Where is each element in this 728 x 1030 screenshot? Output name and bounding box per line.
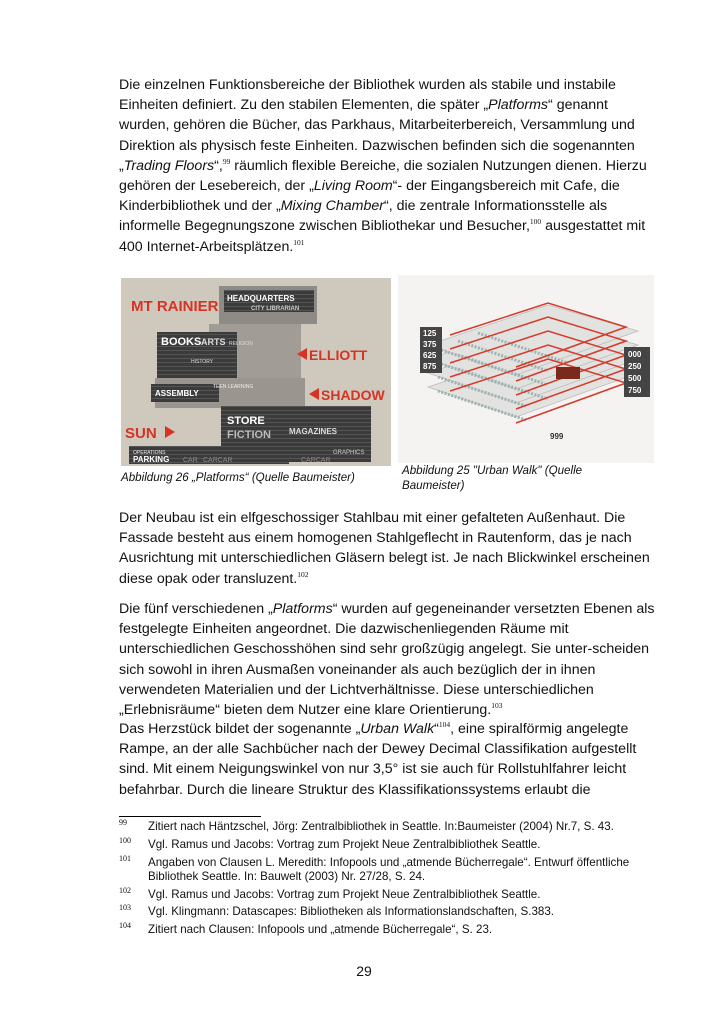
footnote-text: Angaben von Clausen L. Meredith: Infopools und „atmende Bücherregale“. Entwurf öffentliche Bibliothek Seattle. In: Bauwelt (2003) Nr. 27/28, S. 24. bbox=[148, 855, 630, 883]
text-run: “, die zentrale Informationsstelle als informelle Begegnungszone zwischen Bibliothekar und Besucher, bbox=[119, 198, 608, 235]
footnote-ref-103[interactable]: 103 bbox=[491, 701, 503, 711]
facade-text bbox=[119, 508, 659, 589]
level-label-875: 875 bbox=[423, 362, 437, 371]
label-graphics: GRAPHICS bbox=[333, 450, 365, 456]
footnote-number: 101 bbox=[119, 853, 131, 863]
footnote-number: 100 bbox=[119, 835, 131, 845]
footnote-text: Vgl. Klingmann: Datascapes: Bibliotheken als Informationslandschaften, S.383. bbox=[148, 905, 555, 919]
text-run: Der Neubau ist ein elfgeschossiger Stahlbau mit einer gefalteten Außenhaut. Die Fassade besteht aus einem homogenen Stahlgeflecht in Rautenform, das je nach Ausrichtung mit unterschiedlichen Gläsern belegt ist. Je nach Blickwinkel erscheinen diese opak oder transluzent. bbox=[119, 510, 650, 587]
label-history: HISTORY bbox=[191, 359, 214, 365]
term-platforms: Platforms bbox=[272, 601, 333, 617]
label-parking: PARKING bbox=[133, 455, 170, 464]
footnote-102 bbox=[119, 885, 679, 902]
term-trading-floors: Trading Floors bbox=[123, 157, 215, 174]
footnote-list bbox=[119, 820, 679, 941]
figure-urban-walk bbox=[398, 275, 654, 463]
footnote-number: 99 bbox=[119, 818, 127, 827]
level-label-500: 500 bbox=[628, 374, 642, 383]
footnote-text: Zitiert nach Häntzschel, Jörg: Zentralbibliothek in Seattle. In:Baumeister (2004) Nr.7, S. 43. bbox=[148, 820, 614, 833]
level-label-750: 750 bbox=[628, 386, 642, 395]
text-run: Die einzelnen Funktionsbereiche der Bibliothek wurden als stabile und instabile Einheiten definiert. Zu den stabilen Elementen, die später „ bbox=[119, 77, 616, 114]
footnote-ref-100[interactable]: 100 bbox=[529, 217, 542, 227]
footnote-number: 103 bbox=[119, 903, 131, 913]
label-religion: RELIGION bbox=[229, 341, 253, 347]
label-city-librarian: CITY LIBRARIAN bbox=[251, 306, 300, 312]
text-run: Das Herzstück bildet der sogenannte „ bbox=[119, 721, 361, 737]
label-elliott: ELLIOTT bbox=[309, 347, 368, 363]
footnote-101 bbox=[119, 853, 679, 884]
label-fiction: FICTION bbox=[227, 429, 271, 441]
caption-figure-25: Abbildung 25 "Urban Walk" (Quelle Baumeister) bbox=[402, 464, 583, 492]
level-label-625: 625 bbox=[423, 351, 437, 360]
footnote-103 bbox=[119, 905, 679, 919]
term-mixing-chamber: Mixing Chamber bbox=[280, 198, 384, 215]
page-number: 29 bbox=[356, 963, 372, 979]
intro-paragraph bbox=[119, 75, 659, 257]
platforms-text bbox=[119, 599, 659, 720]
text-run: räumlich flexible Bereiche, die sozialen Nutzungen dienen. Hierzu gehören der Lesebereich, der „ bbox=[119, 157, 647, 195]
text-run: “ genannt wurden, gehören die Bücher, das Parkhaus, Mitarbeiterbereich, Versammlung und Direktion als physisch feste Einheiten. Dazwischen befinden sich die sogenannten „ bbox=[119, 97, 635, 174]
left-level-labels bbox=[420, 327, 442, 373]
paragraph-urban-walk bbox=[119, 719, 659, 800]
label-shadow: SHADOW bbox=[321, 387, 385, 403]
term-urban-walk: Urban Walk bbox=[360, 721, 435, 737]
footnote-ref-99[interactable]: 99 bbox=[222, 156, 231, 166]
level-label-250: 250 bbox=[628, 362, 642, 371]
label-books: BOOKS bbox=[161, 336, 202, 348]
level-label-000: 000 bbox=[628, 350, 642, 359]
footnote-text: Zitiert nach Clausen: Infopools und „atmende Bücherregale“, S. 23. bbox=[148, 923, 493, 937]
text-run: “ wurden auf gegeneinander versetzten Ebenen als festgelegte Einheiten angeordnet. Die dazwischenliegenden Räume mit unterschiedlichen Geschosshöhen sind sehr großzügig angelegt. Sie unter-scheiden sich sowohl in ihren Ausmaßen voneinander als auch bezüglich der in ihnen verwendeten Materialien und der Lichtverhältnisse. Diese unterschiedlichen „Erlebnisräume“ bieten dem Nutzer eine klare Orientierung. bbox=[119, 601, 655, 719]
footnote-104 bbox=[119, 923, 679, 937]
label-headquarters: HEADQUARTERS bbox=[227, 294, 295, 303]
footnote-text: Vgl. Ramus und Jacobs: Vortrag zum Projekt Neue Zentralbibliothek Seattle. bbox=[148, 837, 541, 851]
footnote-number: 102 bbox=[119, 885, 131, 895]
label-mt-rainier: MT RAINIER bbox=[131, 298, 219, 315]
footnote-ref-104[interactable]: 104 bbox=[438, 720, 451, 729]
level-label-375: 375 bbox=[423, 340, 437, 349]
text-run: Die fünf verschiedenen „ bbox=[119, 601, 273, 617]
right-level-labels bbox=[624, 347, 650, 397]
label-assembly: ASSEMBLY bbox=[155, 389, 199, 398]
footnote-text: Vgl. Ramus und Jacobs: Vortrag zum Projekt Neue Zentralbibliothek Seattle. bbox=[148, 887, 541, 901]
label-sun: SUN bbox=[125, 425, 157, 442]
level-label-999: 999 bbox=[550, 432, 564, 441]
term-platforms: Platforms bbox=[488, 97, 549, 114]
platforms-diagram bbox=[121, 278, 391, 466]
paragraph-platforms bbox=[119, 599, 659, 720]
caption-figure-26: Abbildung 26 „Platforms“ (Quelle Baumeister) bbox=[121, 471, 355, 484]
label-arts: ARTS bbox=[201, 337, 226, 347]
footnote-100 bbox=[119, 835, 679, 852]
footnote-ref-101[interactable]: 101 bbox=[293, 237, 305, 247]
text-run: “, bbox=[214, 157, 223, 174]
urban-walk-text bbox=[119, 719, 659, 800]
label-car-3: CARCAR bbox=[301, 457, 331, 464]
footnote-number: 104 bbox=[119, 921, 131, 931]
footnote-ref-102[interactable]: 102 bbox=[297, 569, 309, 579]
text-run: “- der Eingangsbereich mit Cafe, die Kinderbibliothek und der „ bbox=[119, 178, 620, 215]
label-car-2: CARCAR bbox=[203, 457, 233, 464]
label-car-1: CAR bbox=[183, 457, 198, 464]
label-store: STORE bbox=[227, 415, 265, 427]
mixing-chamber-marker bbox=[556, 367, 580, 379]
footnote-separator bbox=[119, 816, 261, 817]
label-magazines: MAGAZINES bbox=[289, 427, 337, 436]
footnote-99 bbox=[119, 820, 679, 834]
level-label-125: 125 bbox=[423, 329, 437, 338]
intro-text bbox=[119, 75, 659, 257]
figure-platforms bbox=[121, 278, 391, 466]
urban-walk-diagram bbox=[398, 275, 654, 463]
text-run: , eine spiralförmig angelegte Rampe, an der alle Sachbücher nach der Dewey Decimal Classifikation aufgestellt sind. Mit einem Neigungswinkel von nur 3,5° ist sie auch für Rollstuhlfahrer leicht befahrbar. Durch die lineare Struktur des Klassifikationssystems erlaubt die bbox=[119, 721, 637, 798]
term-living-room: Living Room bbox=[313, 178, 393, 195]
text-run: ausgestattet mit 400 Internet-Arbeitsplätzen. bbox=[119, 218, 646, 255]
label-operations: OPERATIONS bbox=[133, 450, 166, 456]
text-run: “ bbox=[434, 721, 439, 737]
label-teen-learning: TEEN LEARNING bbox=[213, 384, 254, 390]
paragraph-facade bbox=[119, 508, 659, 589]
